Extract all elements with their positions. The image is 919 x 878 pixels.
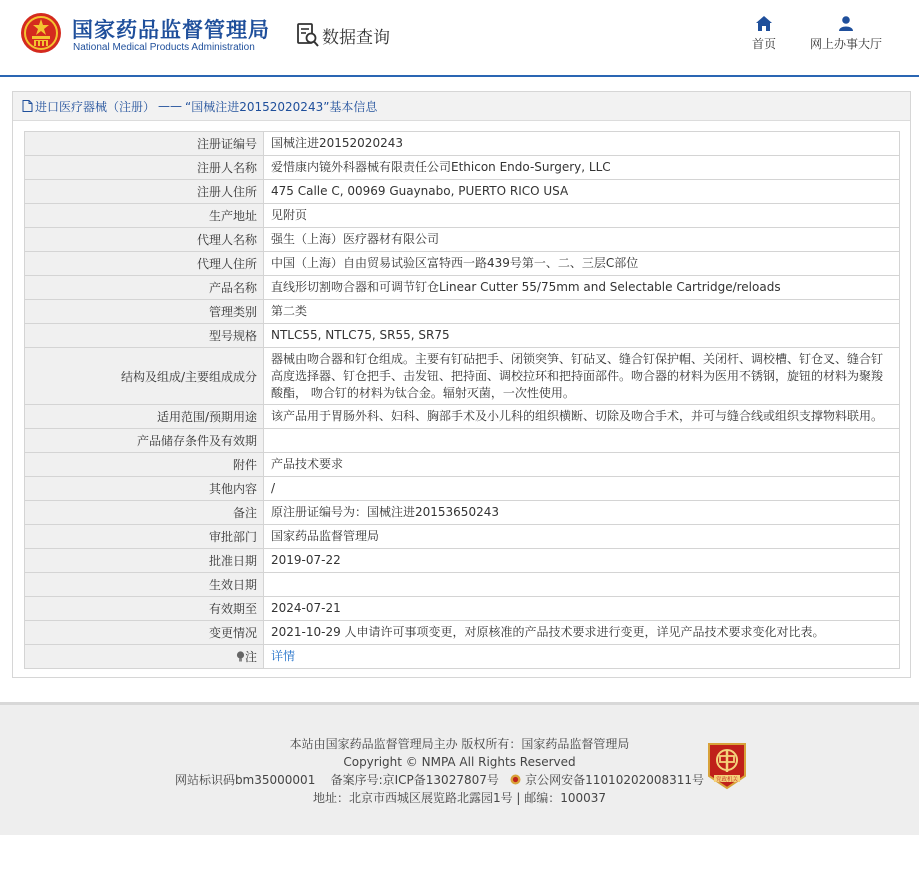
field-value: 直线形切割吻合器和可调节钉仓Linear Cutter 55/75mm and Selectable Cartridge/reloads bbox=[264, 276, 900, 300]
field-value: 国械注进20152020243 bbox=[264, 132, 900, 156]
table-row bbox=[25, 276, 900, 300]
nav-online-hall-label: 网上办事大厅 bbox=[809, 37, 882, 51]
table-row bbox=[25, 300, 900, 324]
footer-text bbox=[0, 735, 919, 807]
field-value bbox=[264, 645, 900, 669]
field-value bbox=[264, 573, 900, 597]
note-label: 注 bbox=[244, 650, 257, 664]
field-label: 代理人住所 bbox=[25, 252, 264, 276]
nav-home[interactable] bbox=[745, 16, 783, 52]
field-value: 国家药品监督管理局 bbox=[264, 525, 900, 549]
data-query-label: 数据查询 bbox=[322, 27, 390, 48]
field-label: 生效日期 bbox=[25, 573, 264, 597]
field-value: 中国（上海）自由贸易试验区富特西一路439号第一、二、三层C部位 bbox=[264, 252, 900, 276]
detail-panel bbox=[12, 91, 911, 678]
field-label: 变更情况 bbox=[25, 621, 264, 645]
field-label: 有效期至 bbox=[25, 597, 264, 621]
field-value: 爱惜康内镜外科器械有限责任公司Ethicon Endo-Surgery, LLC bbox=[264, 156, 900, 180]
document-icon bbox=[22, 100, 33, 112]
table-row bbox=[25, 180, 900, 204]
nav-online-hall[interactable] bbox=[802, 16, 890, 52]
registration-info-table bbox=[24, 131, 900, 669]
field-label: 型号规格 bbox=[25, 324, 264, 348]
table-row bbox=[25, 525, 900, 549]
table-row bbox=[25, 597, 900, 621]
breadcrumb-title: “国械注进20152020243”基本信息 bbox=[185, 99, 378, 114]
field-label: 结构及组成/主要组成成分 bbox=[25, 348, 264, 405]
table-row bbox=[25, 405, 900, 429]
footer-copyright: Copyright © NMPA All Rights Reserved bbox=[343, 755, 576, 769]
table-row bbox=[25, 477, 900, 501]
field-value: NTLC55, NTLC75, SR55, SR75 bbox=[264, 324, 900, 348]
field-value: 产品技术要求 bbox=[264, 453, 900, 477]
field-value: 该产品用于胃肠外科、妇科、胸部手术及小儿科的组织横断、切除及吻合手术，并可与缝合线或组织支撑物料联用。 bbox=[264, 405, 900, 429]
site-header bbox=[0, 0, 919, 76]
police-record-link[interactable]: 京公网安备11010202008311号 bbox=[525, 773, 705, 787]
field-value: 见附页 bbox=[264, 204, 900, 228]
table-row bbox=[25, 204, 900, 228]
field-label: 生产地址 bbox=[25, 204, 264, 228]
field-value: 原注册证编号为：国械注进20153650243 bbox=[264, 501, 900, 525]
field-value: / bbox=[264, 477, 900, 501]
field-label: 产品储存条件及有效期 bbox=[25, 429, 264, 453]
details-link[interactable]: 详情 bbox=[271, 649, 296, 663]
table-row bbox=[25, 324, 900, 348]
data-query-link[interactable] bbox=[296, 22, 390, 48]
footer-address: 地址：北京市西城区展览路北露园1号 | 邮编：100037 bbox=[312, 791, 607, 805]
table-row bbox=[25, 348, 900, 405]
field-value: 475 Calle C, 00969 Guaynabo, PUERTO RICO USA bbox=[264, 180, 900, 204]
org-name-cn[interactable]: 国家药品监督管理局 bbox=[72, 18, 270, 42]
nav-home-label: 首页 bbox=[751, 37, 776, 51]
field-label: 代理人名称 bbox=[25, 228, 264, 252]
field-value: 2021-10-29 人申请许可事项变更，对原核准的产品技术要求进行变更，详见产品技术要求变化对比表。 bbox=[264, 621, 900, 645]
police-badge-icon bbox=[510, 774, 521, 785]
breadcrumb-category[interactable]: 进口医疗器械（注册） bbox=[35, 99, 156, 114]
field-label: 注册人名称 bbox=[25, 156, 264, 180]
national-emblem-icon bbox=[20, 12, 62, 54]
table-row bbox=[25, 453, 900, 477]
header-divider bbox=[0, 75, 919, 77]
breadcrumb bbox=[13, 92, 910, 121]
footer-registration-line bbox=[0, 771, 919, 789]
table-row bbox=[25, 573, 900, 597]
field-label: 注册人住所 bbox=[25, 180, 264, 204]
table-row bbox=[25, 429, 900, 453]
table-row bbox=[25, 132, 900, 156]
table-row bbox=[25, 228, 900, 252]
field-label: 附件 bbox=[25, 453, 264, 477]
user-icon bbox=[838, 16, 854, 31]
field-label: 其他内容 bbox=[25, 477, 264, 501]
field-label bbox=[25, 645, 264, 669]
table-row bbox=[25, 549, 900, 573]
table-row bbox=[25, 252, 900, 276]
government-site-badge[interactable] bbox=[705, 742, 749, 790]
field-value: 2019-07-22 bbox=[264, 549, 900, 573]
field-value: 2024-07-21 bbox=[264, 597, 900, 621]
field-value: 第二类 bbox=[264, 300, 900, 324]
field-value bbox=[264, 429, 900, 453]
org-name-en[interactable]: National Medical Products Administration bbox=[73, 42, 255, 53]
field-value: 强生（上海）医疗器材有限公司 bbox=[264, 228, 900, 252]
field-label: 注册证编号 bbox=[25, 132, 264, 156]
lightbulb-icon bbox=[236, 651, 245, 662]
field-label: 备注 bbox=[25, 501, 264, 525]
breadcrumb-separator: —— bbox=[158, 99, 183, 113]
table-row bbox=[25, 645, 900, 669]
field-label: 产品名称 bbox=[25, 276, 264, 300]
document-search-icon bbox=[296, 22, 320, 48]
field-value: 器械由吻合器和钉仓组成。主要有钉砧把手、闭锁突笋、钉砧叉、缝合钉保护帽、关闭杆、调校槽、钉仓叉、缝合钉高度选择器、钉仓把手、击发钮、把持面、调校拉环和把持面部件。吻合器的材料为医用不锈钢，旋钮的材料为聚羧酸酯， 吻合钉的材料为钛合金。辐射灭菌，一次性使用。 bbox=[264, 348, 900, 405]
table-row bbox=[25, 621, 900, 645]
field-label: 管理类别 bbox=[25, 300, 264, 324]
footer-host-line: 本站由国家药品监督管理局主办 版权所有：国家药品监督管理局 bbox=[289, 737, 630, 751]
badge-text: 党政机关 bbox=[715, 777, 739, 783]
field-label: 审批部门 bbox=[25, 525, 264, 549]
field-label: 适用范围/预期用途 bbox=[25, 405, 264, 429]
home-icon bbox=[756, 16, 772, 31]
site-footer bbox=[0, 702, 919, 835]
site-code: 网站标识码bm35000001 bbox=[174, 773, 316, 787]
table-row bbox=[25, 501, 900, 525]
field-label: 批准日期 bbox=[25, 549, 264, 573]
icp-link[interactable]: 备案序号:京ICP备13027807号 bbox=[330, 773, 499, 787]
table-row bbox=[25, 156, 900, 180]
